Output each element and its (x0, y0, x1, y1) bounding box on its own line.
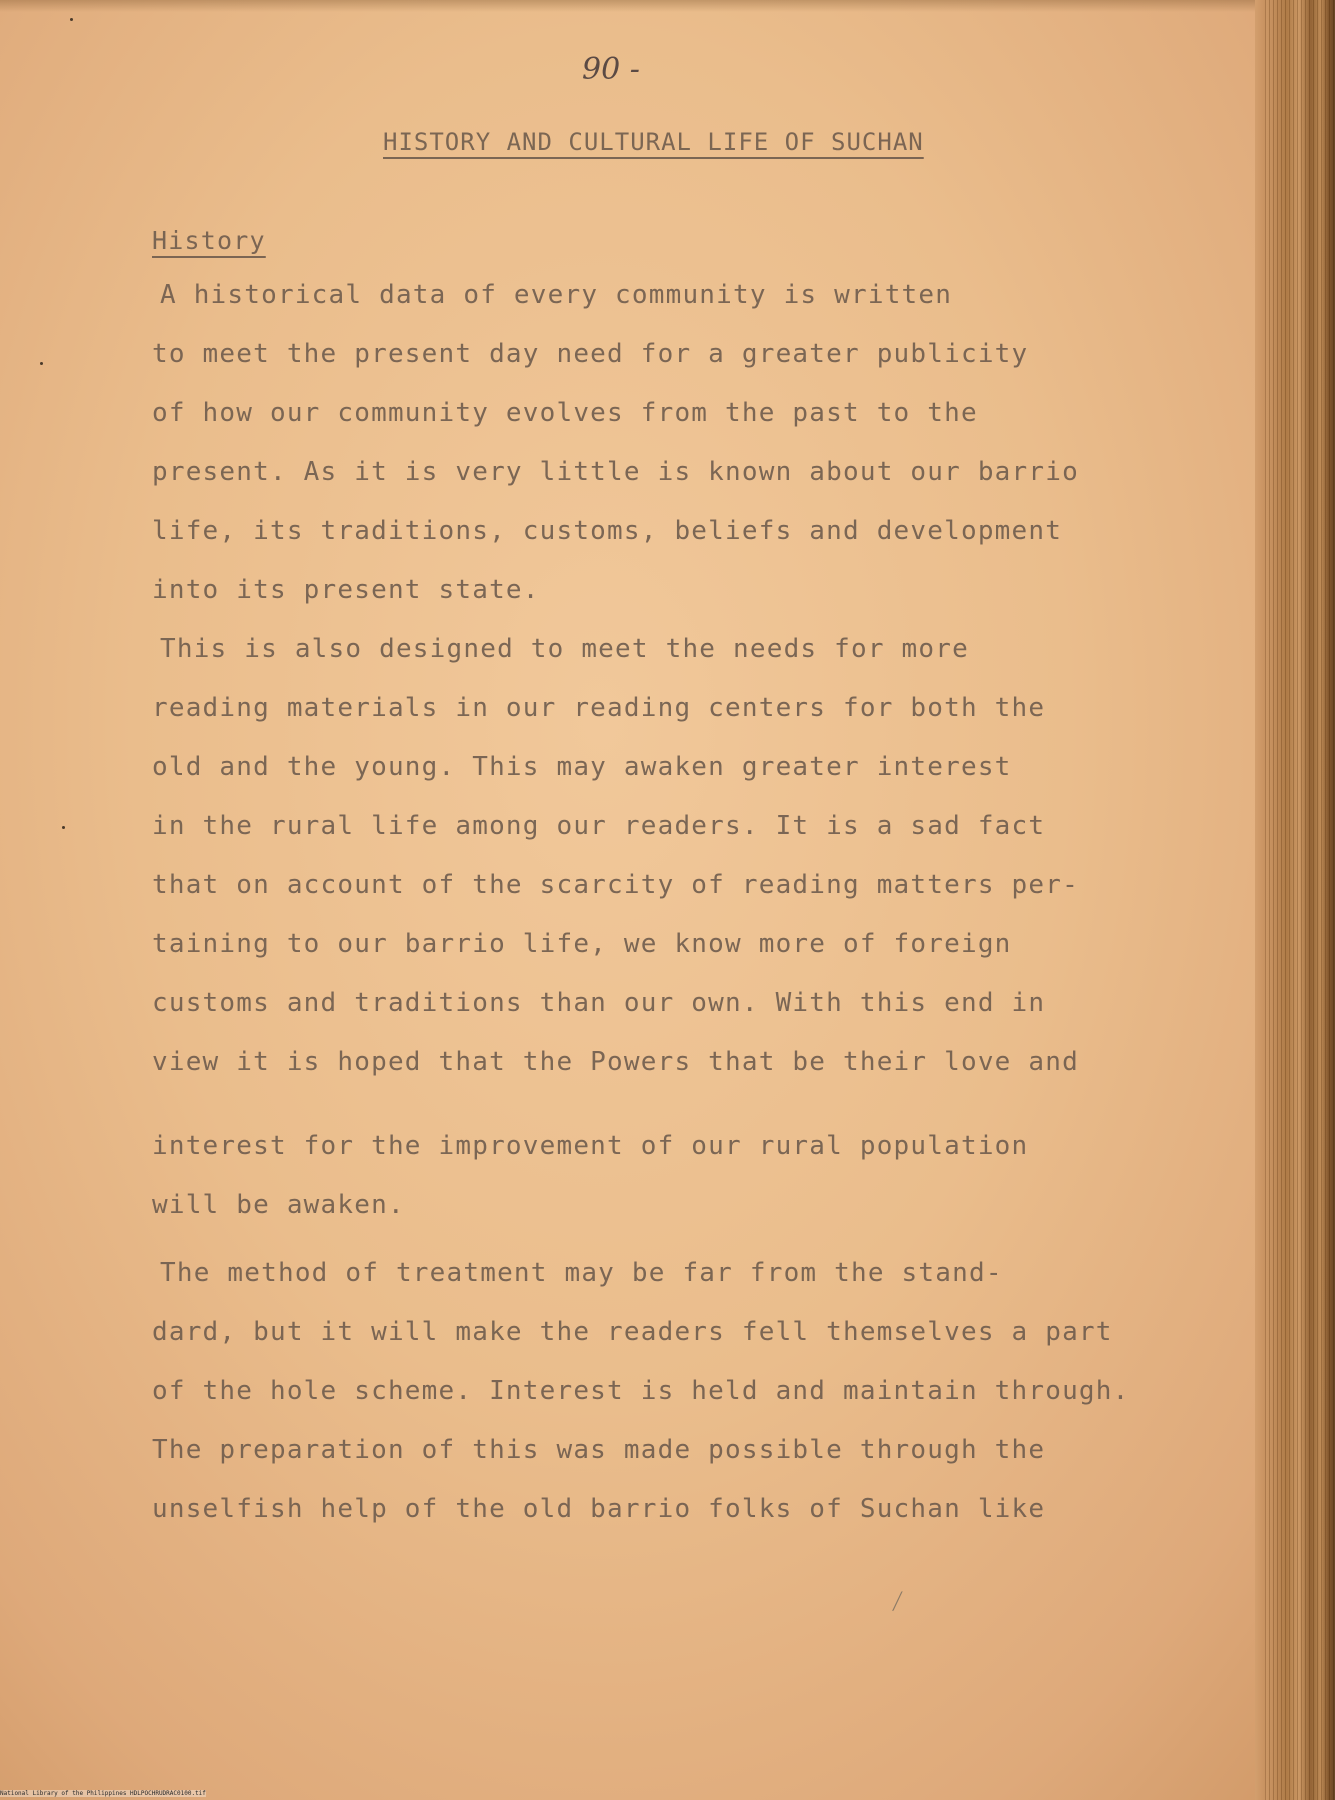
body-line: old and the young. This may awaken greater interest (152, 752, 1012, 782)
body-line: customs and traditions than our own. With this end in (152, 988, 1046, 1018)
body-line: view it is hoped that the Powers that be their love and (152, 1047, 1079, 1077)
body-line: to meet the present day need for a greater publicity (152, 339, 1029, 369)
section-heading: History (152, 226, 266, 255)
body-line: unselfish help of the old barrio folks of Suchan like (152, 1494, 1046, 1524)
page-number: 90 - (582, 52, 640, 87)
body-line: that on account of the scarcity of reading matters per- (152, 870, 1079, 900)
body-line: This is also designed to meet the needs for more (160, 634, 969, 664)
body-line: taining to our barrio life, we know more of foreign (152, 929, 1012, 959)
body-line: A historical data of every community is written (160, 280, 953, 310)
body-line: present. As it is very little is known about our barrio (152, 457, 1079, 487)
body-line: dard, but it will make the readers fell themselves a part (152, 1317, 1113, 1347)
body-line: into its present state. (152, 575, 540, 605)
body-line: in the rural life among our readers. It is a sad fact (152, 811, 1046, 841)
paper-speck (40, 362, 43, 365)
document-title: HISTORY AND CULTURAL LIFE OF SUCHAN (383, 128, 924, 156)
body-line: The method of treatment may be far from the stand- (160, 1258, 1003, 1288)
body-line: of the hole scheme. Interest is held and maintain through. (152, 1376, 1130, 1406)
paper-speck (62, 826, 65, 829)
body-line: will be awaken. (152, 1190, 405, 1220)
page-top-shadow (0, 0, 1335, 12)
body-line: of how our community evolves from the past to the (152, 398, 978, 428)
body-line: life, its traditions, customs, beliefs and development (152, 516, 1063, 546)
body-line: reading materials in our reading centers for both the (152, 693, 1046, 723)
book-page-edge-lines (1265, 0, 1335, 1800)
pen-mark: ⟋ (887, 1588, 909, 1617)
scan-footer: National Library of the Philippines HDLPOCHRUDRAC0100.tif (0, 1790, 206, 1797)
paper-speck (70, 18, 73, 21)
body-line: interest for the improvement of our rural population (152, 1131, 1029, 1161)
body-line: The preparation of this was made possible through the (152, 1435, 1046, 1465)
